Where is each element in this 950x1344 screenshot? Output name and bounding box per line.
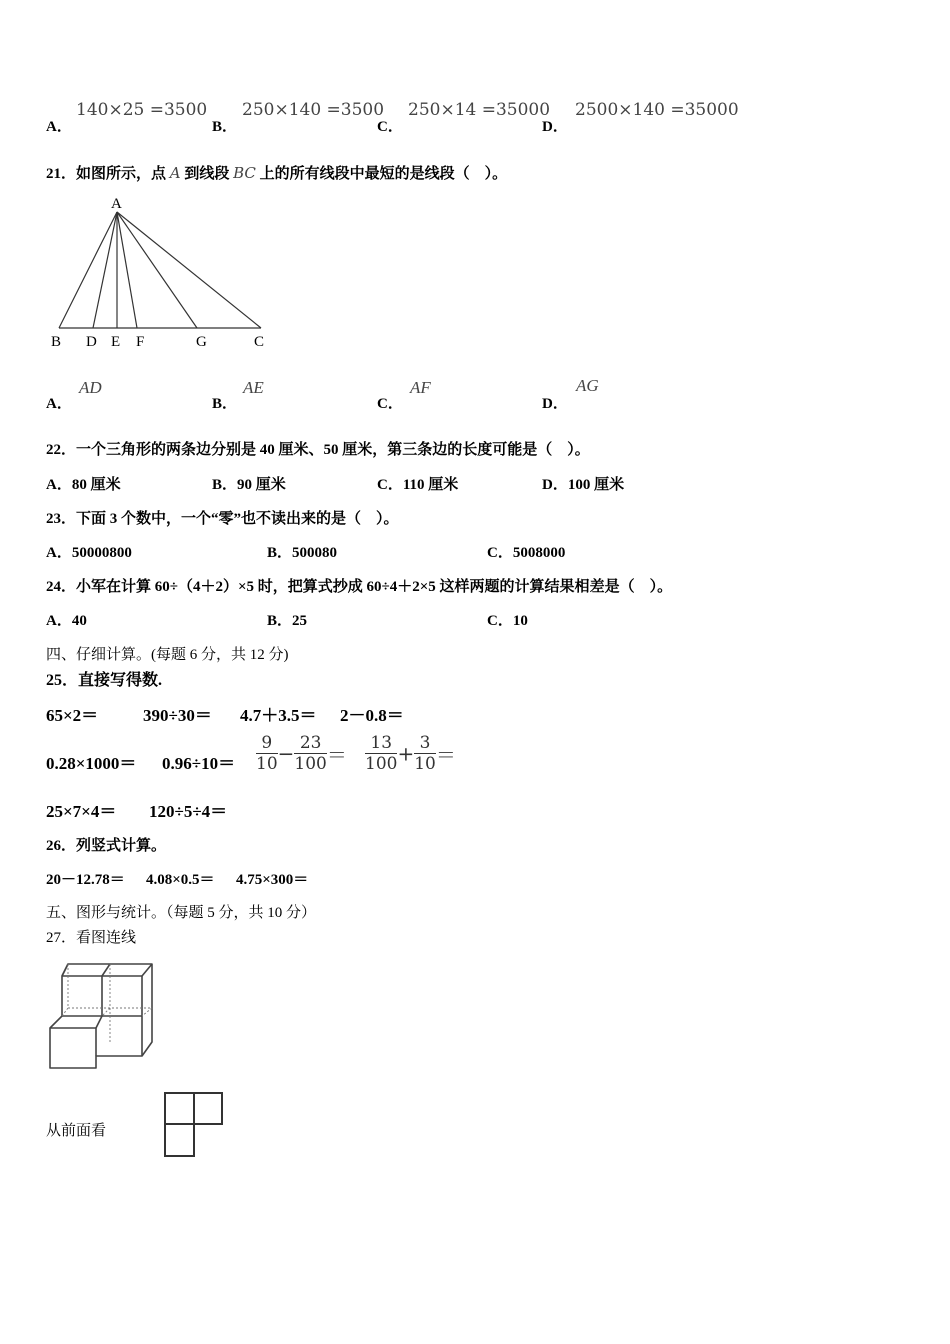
q21-question: 21．如图所示，点 A 到线段 BC 上的所有线段中最短的是线段（ ）。 (46, 164, 508, 182)
q20-option-c-value: 250×14 =35000 (408, 100, 551, 120)
figure-label-g: G (196, 334, 207, 350)
q21-option-c-value: AF (410, 378, 431, 397)
q25-item-4: 2－0.8＝ (340, 706, 404, 725)
q25-fraction-expr-1: $\frac{9}{10}$ − $\frac{23}{100}$ ＝ (256, 733, 347, 774)
q20-option-d-value: 2500×140 =35000 (575, 100, 739, 120)
section-4-heading: 四、仔细计算。(每题 6 分，共 12 分) (46, 647, 289, 663)
fraction-13-100: $\frac{13}{100}$ (365, 733, 398, 774)
q21-option-a-value: AD (79, 378, 102, 397)
q26-title: 26．列竖式计算。 (46, 838, 167, 854)
figure-label-b: B (51, 334, 62, 350)
q27-view-label: 从前面看 (46, 1123, 107, 1139)
section-5-heading: 五、图形与统计。（每题 5 分，共 10 分） (46, 905, 317, 921)
fraction-3-10: $\frac{3}{10}$ (414, 733, 436, 774)
q25-item-9: 25×7×4＝ (46, 802, 117, 821)
q23-question: 23．下面 3 个数中，一个“零”也不读出来的是（ ）。 (46, 511, 399, 527)
q25-item-5: 0.28×1000＝ (46, 754, 137, 773)
q22-option-d: D．100 厘米 (542, 477, 625, 493)
q21-option-d-value: AG (576, 376, 599, 395)
q25-item-10: 120÷5÷4＝ (149, 802, 228, 821)
q27-front-view-figure (162, 1090, 226, 1160)
q22-question: 22．一个三角形的两条边分别是 40 厘米、50 厘米，第三条边的长度可能是（ ）。 (46, 442, 590, 458)
figure-label-d: D (86, 334, 97, 350)
q26-item-1: 20－12.78＝ (46, 872, 125, 888)
q21-option-b-value: AE (243, 378, 264, 397)
q23-option-c: C．5008000 (487, 545, 566, 561)
q26-item-2: 4.08×0.5＝ (146, 872, 215, 888)
q20-option-b-value: 250×140 =3500 (242, 100, 385, 120)
q20-option-d-label: D． (542, 119, 568, 135)
q21-option-b-label: B． (212, 396, 238, 412)
q21-option-a-label: A． (46, 396, 72, 412)
q24-option-c: C．10 (487, 613, 528, 629)
q27-cube-solid-figure (44, 958, 160, 1078)
q24-option-b: B．25 (267, 613, 308, 629)
q20-option-a-label: A． (46, 119, 72, 135)
q27-title: 27．看图连线 (46, 930, 137, 946)
q25-item-1: 65×2＝ (46, 706, 99, 725)
figure-label-c: C (254, 334, 265, 350)
q21-option-d-label: D． (542, 396, 568, 412)
fraction-23-100: $\frac{23}{100}$ (294, 733, 327, 774)
q22-option-a: A．80 厘米 (46, 477, 121, 493)
q23-option-a: A．50000800 (46, 545, 132, 561)
q22-option-b: B．90 厘米 (212, 477, 286, 493)
q24-question: 24．小军在计算 60÷（4＋2）×5 时，把算式抄成 60÷4＋2×5 这样两题的计算结果相差是（ ）。 (46, 579, 673, 595)
q26-item-3: 4.75×300＝ (236, 872, 309, 888)
q25-fraction-expr-2: $\frac{13}{100}$ + $\frac{3}{10}$ ＝ (365, 733, 456, 774)
q23-option-b: B．500080 (267, 545, 338, 561)
figure-label-e: E (111, 334, 121, 350)
q21-option-c-label: C． (377, 396, 403, 412)
fraction-9-10: $\frac{9}{10}$ (256, 733, 278, 774)
q25-item-6: 0.96÷10＝ (162, 754, 236, 773)
q20-option-b-label: B． (212, 119, 238, 135)
q22-option-c: C．110 厘米 (377, 477, 459, 493)
q21-triangle-figure (40, 190, 280, 355)
figure-label-f: F (136, 334, 145, 350)
q25-item-2: 390÷30＝ (143, 706, 212, 725)
q24-option-a: A．40 (46, 613, 87, 629)
q25-title: 25．直接写得数. (46, 672, 163, 689)
q20-option-a-value: 140×25 =3500 (76, 100, 208, 120)
q20-option-c-label: C． (377, 119, 403, 135)
q25-item-3: 4.7＋3.5＝ (240, 706, 317, 725)
figure-label-a: A (111, 196, 122, 212)
